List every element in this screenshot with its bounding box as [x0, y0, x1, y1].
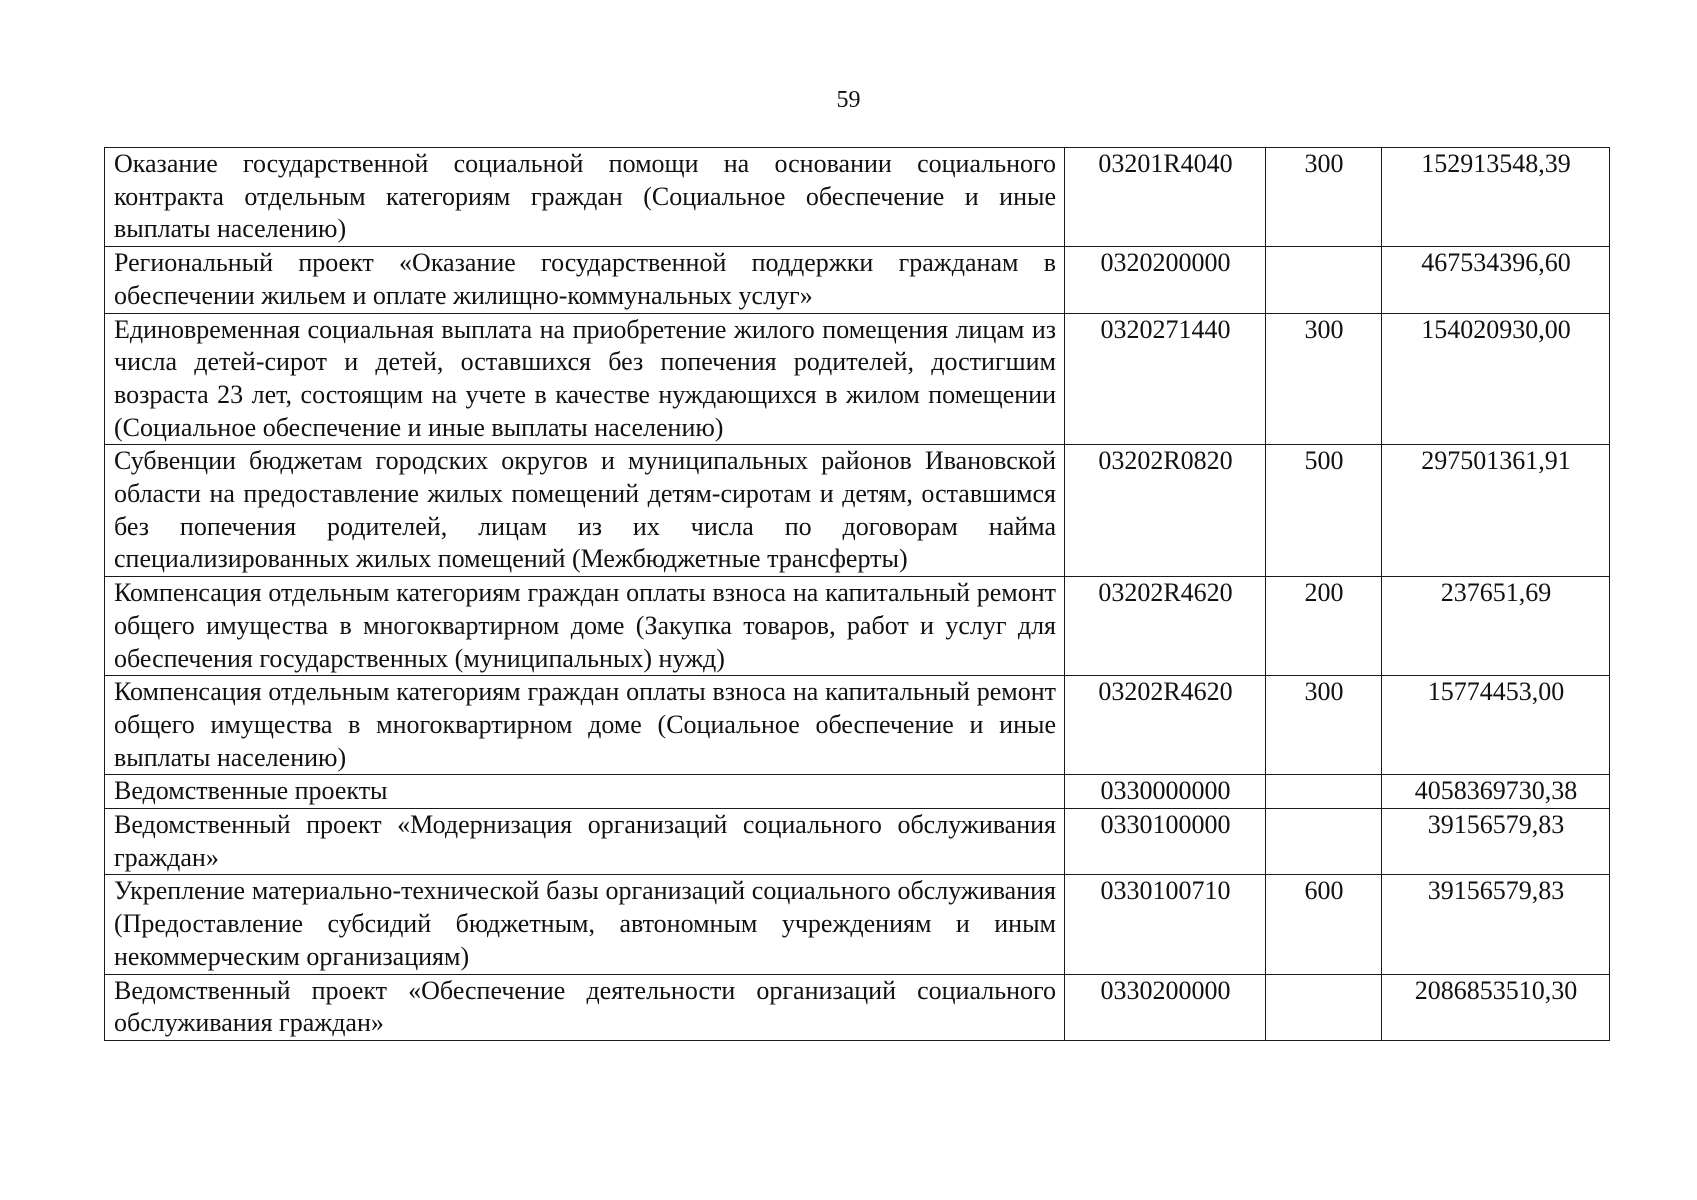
row-description: Единовременная социальная выплата на приобретение жилого помещения лицам из числа детей-сирот и детей, оставшихся без попечения родителей, достигшим возраста 23 лет, состоящим на учете в качестве нуждающихся в жилом помещении (Социальное обеспечение и иные выплаты населению) — [105, 313, 1065, 445]
row-amount: 2086853510,30 — [1382, 974, 1610, 1040]
table-body — [105, 148, 1610, 1041]
page-number: 59 — [836, 87, 861, 113]
table-row — [105, 775, 1610, 809]
row-description: Оказание государственной социальной помощи на основании социального контракта отдельным категориям граждан (Социальное обеспечение и иные выплаты населению) — [105, 148, 1065, 247]
row-amount: 152913548,39 — [1382, 148, 1610, 247]
row-code: 0320200000 — [1065, 247, 1266, 313]
row-amount: 39156579,83 — [1382, 809, 1610, 875]
row-amount: 39156579,83 — [1382, 875, 1610, 974]
row-expense-type: 200 — [1266, 577, 1382, 676]
row-amount: 297501361,91 — [1382, 445, 1610, 577]
table-row — [105, 148, 1610, 247]
row-amount: 467534396,60 — [1382, 247, 1610, 313]
row-expense-type: 300 — [1266, 676, 1382, 775]
table-row — [105, 577, 1610, 676]
row-code: 03202R4620 — [1065, 577, 1266, 676]
table-row — [105, 247, 1610, 313]
row-code: 0330000000 — [1065, 775, 1266, 809]
row-expense-type — [1266, 809, 1382, 875]
row-amount: 15774453,00 — [1382, 676, 1610, 775]
row-description: Ведомственный проект «Модернизация организаций социального обслуживания граждан» — [105, 809, 1065, 875]
table-row — [105, 875, 1610, 974]
budget-table — [104, 147, 1610, 1041]
row-description: Компенсация отдельным категориям граждан оплаты взноса на капитальный ремонт общего имущества в многоквартирном доме (Социальное обеспечение и иные выплаты населению) — [105, 676, 1065, 775]
row-expense-type — [1266, 974, 1382, 1040]
table-row — [105, 974, 1610, 1040]
row-code: 0330200000 — [1065, 974, 1266, 1040]
table-row — [105, 445, 1610, 577]
row-expense-type: 300 — [1266, 313, 1382, 445]
table-row — [105, 809, 1610, 875]
row-expense-type — [1266, 247, 1382, 313]
row-code: 03201R4040 — [1065, 148, 1266, 247]
row-description: Ведомственные проекты — [105, 775, 1065, 809]
row-amount: 154020930,00 — [1382, 313, 1610, 445]
row-expense-type: 600 — [1266, 875, 1382, 974]
row-code: 0330100000 — [1065, 809, 1266, 875]
row-description: Ведомственный проект «Обеспечение деятельности организаций социального обслуживания граждан» — [105, 974, 1065, 1040]
table-row — [105, 676, 1610, 775]
row-code: 03202R0820 — [1065, 445, 1266, 577]
row-code: 03202R4620 — [1065, 676, 1266, 775]
row-expense-type — [1266, 775, 1382, 809]
table-row — [105, 313, 1610, 445]
row-description: Укрепление материально-технической базы организаций социального обслуживания (Предоставление субсидий бюджетным, автономным учреждениям и иным некоммерческим организациям) — [105, 875, 1065, 974]
row-code: 0330100710 — [1065, 875, 1266, 974]
row-amount: 4058369730,38 — [1382, 775, 1610, 809]
row-expense-type: 500 — [1266, 445, 1382, 577]
row-code: 0320271440 — [1065, 313, 1266, 445]
row-description: Компенсация отдельным категориям граждан оплаты взноса на капитальный ремонт общего имущества в многоквартирном доме (Закупка товаров, работ и услуг для обеспечения государственных (муниципальных) нужд) — [105, 577, 1065, 676]
row-description: Региональный проект «Оказание государственной поддержки гражданам в обеспечении жильем и оплате жилищно-коммунальных услуг» — [105, 247, 1065, 313]
row-expense-type: 300 — [1266, 148, 1382, 247]
row-amount: 237651,69 — [1382, 577, 1610, 676]
row-description: Субвенции бюджетам городских округов и муниципальных районов Ивановской области на предоставление жилых помещений детям-сиротам и детям, оставшимся без попечения родителей, лицам из их числа по договорам найма специализированных жилых помещений (Межбюджетные трансферты) — [105, 445, 1065, 577]
